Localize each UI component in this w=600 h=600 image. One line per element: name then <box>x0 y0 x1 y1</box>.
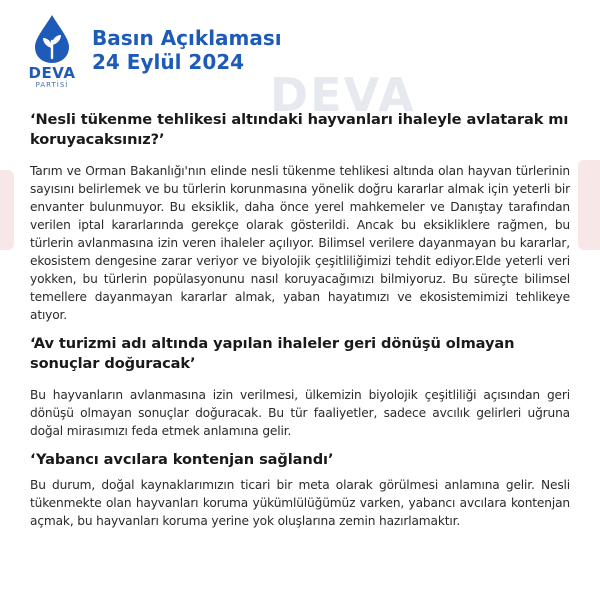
section-heading: ‘Yabancı avcılara kontenjan sağlandı’ <box>30 451 334 468</box>
watermark-text: DEVA <box>270 68 416 122</box>
flag-decoration-left <box>0 170 14 250</box>
drop-logo-icon <box>32 14 72 64</box>
logo-subtitle: PARTİSİ <box>35 81 69 89</box>
section-1 <box>30 110 570 324</box>
section-heading: ‘Av turizmi adı altında yapılan ihaleler geri dönüşü olmayan sonuçlar doğuracak’ <box>30 335 515 372</box>
date-label: 24 Eylül 2024 <box>92 50 245 74</box>
section-paragraph: Tarım ve Orman Bakanlığı'nın elinde nesli tükenme tehlikesi altında olan hayvan türlerinin sayısını belirlemek ve bu türlerin korunmasına yönelik doğru kararlar almak için yeterli bir envanter bulunmuyor. Bu eksiklik, daha önce yerel mahkemeler ve Danıştay tarafından verilen iptal kararlarında gerekçe olarak gösterildi. Ancak bu eksikliklere rağmen, bu türlerin avlanmasına izin veren ihaleler açılıyor. Bilimsel verilere dayanmayan bu kararlar, ekosistem dengesine zarar veriyor ve biyolojik çeşitliliğimizi tehdit ediyor.Elde yeterli veri yokken, bu türlerin popülasyonunu nasıl koruyacağımızı bilmiyoruz. Bu süreçte bilimsel temellere dayanmayan kararlar almak, yaban hayatımızı ve ekosistemimizi tehlikeye atıyor. <box>30 164 570 322</box>
section-3 <box>30 450 570 530</box>
logo-wordmark: DEVA <box>28 64 76 82</box>
title-block <box>92 26 282 74</box>
section-paragraph: Bu hayvanların avlanmasına izin verilmesi, ülkemizin biyolojik çeşitliliği açısından geri dönüşü olmayan sonuçlar doğuracak. Bu tür faaliyetler, sadece avcılık gelirleri uğruna doğal mirasımızı feda etmek anlamına gelir. <box>30 388 570 438</box>
press-release-body <box>30 110 570 530</box>
header <box>0 0 600 110</box>
deva-logo <box>26 14 78 96</box>
section-paragraph: Bu durum, doğal kaynaklarımızın ticari bir meta olarak görülmesi anlamına gelir. Nesli tükenmekte olan hayvanları koruma yükümlülüğümüz varken, yabancı avcılara kontenjan açmak, bu hayvanları koruma yerine yok oluşlarına zemin hazırlamaktır. <box>30 478 570 528</box>
flag-decoration-right <box>578 160 600 250</box>
page-title: Basın Açıklaması <box>92 26 282 50</box>
section-heading: ‘Nesli tükenme tehlikesi altındaki hayvanları ihaleyle avlatarak mı koruyacaksınız?’ <box>30 111 569 148</box>
section-2 <box>30 334 570 440</box>
